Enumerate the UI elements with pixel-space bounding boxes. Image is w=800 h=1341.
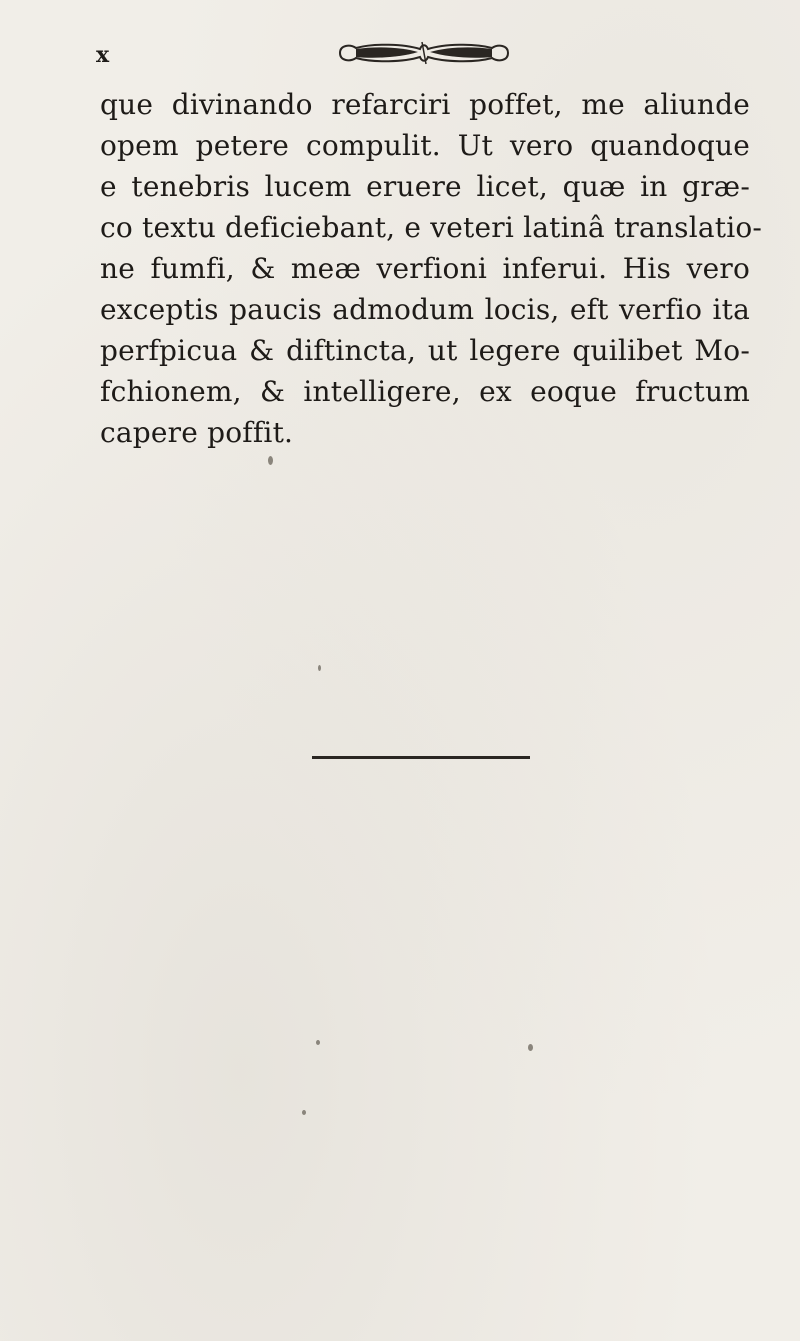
page-number: x [96, 42, 110, 68]
text-line-5: ne fumfi, & meæ verfioni inferui. His vero [100, 252, 750, 285]
paper-speck [302, 1110, 306, 1115]
paper-speck [268, 456, 273, 465]
text-line-9: capere poffit. [100, 416, 294, 449]
text-line-3: e tenebris lucem eruere licet, quæ in græ- [100, 170, 750, 203]
end-rule [312, 756, 530, 759]
ornament-icon [334, 40, 514, 66]
paper-speck [316, 1040, 320, 1045]
paper-speck [528, 1044, 533, 1051]
text-line-7: perfpicua & diftincta, ut legere quilibet Mo- [100, 334, 750, 367]
text-line-4: co textu deficiebant, e veteri latinâ translatio- [100, 211, 763, 244]
text-line-8: fchionem, & intelligere, ex eoque fructum [100, 375, 750, 408]
text-line-6: exceptis paucis admodum locis, eft verfio ita [100, 293, 750, 326]
text-line-2: opem petere compulit. Ut vero quandoque [100, 129, 750, 162]
text-line-1: que divinando refarciri poffet, me aliunde [100, 88, 750, 121]
body-text [100, 84, 763, 453]
paper-speck [318, 665, 321, 671]
